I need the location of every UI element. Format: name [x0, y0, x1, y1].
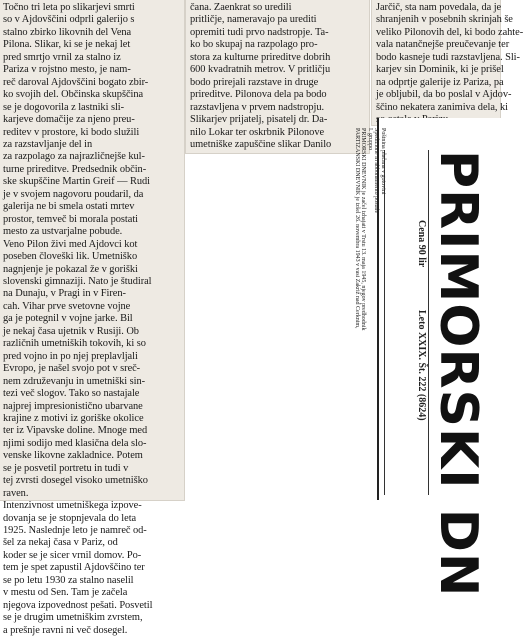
article-text-line: šel za nekaj časa v Pariz, od: [3, 537, 118, 549]
article-text-line: poseben človeški lik. Umetniško: [3, 251, 138, 263]
article-text-line: pred vojno in po njej preplavljali: [3, 350, 138, 362]
article-text-line: za razpolago za najrazličnejše kul-: [3, 151, 145, 163]
article-text-line: njimi sodijo med klasična dela slo-: [3, 437, 147, 449]
article-text-line: se po letu 1930 za stalno naselil: [3, 574, 134, 586]
article-text-line: reč daroval Ajdovščini bogato zbir-: [3, 76, 149, 88]
article-text-line: tezi več slogov. Tako so nastajale: [3, 388, 140, 400]
article-text-line: galerija ne bi smela ostati mrtev: [3, 201, 135, 213]
article-text-line: so v Ajdovščini odprli galerijo s: [3, 14, 135, 26]
article-text-line: koder se je sicer vrnil domov. Po-: [3, 549, 142, 561]
article-text-line: turne prireditve. Predsednik občin-: [3, 163, 147, 175]
masthead-small-print-line: PARTIZANSKI DNEVNIK je izšel 26. novembra 1943 v vasi Zakriž nad Cerknim,: [354, 128, 360, 329]
article-text-line: nagnjenje je pokazal že v goriški: [3, 263, 138, 275]
article-text-line: Veno Pilon živi med Ajdovci kot: [3, 238, 138, 250]
article-text-line: je nekaj časa ujetnik v Rusiji. Ob: [3, 325, 139, 337]
article-text-line: prostor, temveč bi morala postati: [3, 213, 138, 225]
article-text-line: slovenski gimnaziji. Nato je študiral: [3, 275, 152, 287]
article-text-line: razstavljena v prvem nadstropju.: [190, 101, 325, 113]
article-text-line: je v svojem nagovoru poudaril, da: [3, 188, 144, 200]
masthead-small-print-line: PRIMORSKI DNEVNIK je začel izhajati v Trstu 13. maja 1945, njegov predhodnik: [360, 128, 367, 331]
article-text-line: ko svojih del. Občinska skupščina: [3, 89, 144, 101]
article-text-line: v mestu od Sen. Tam je začela: [3, 587, 128, 599]
article-text-line: Intenzivnost umetniškega izpove-: [3, 500, 142, 512]
article-text-line: ske skupščine Martin Greif — Rudi: [3, 176, 150, 188]
masthead-small-print-line: Spedizione in abbonamento postale: [373, 128, 380, 214]
masthead-small-print-line: Poštnina plačana v gotovini: [380, 128, 386, 195]
article-text-line: dovanja se je stopnjevala do leta: [3, 512, 137, 524]
article-text-line: reditev v prostore, ki bodo služili: [3, 126, 140, 138]
newspaper-title: PRIMORSKI DN: [428, 150, 488, 598]
article-text-line: karjev sin Dominik, ki je prišel: [376, 64, 504, 76]
article-text-line: najprej impresionistično ubarvane: [3, 400, 143, 412]
article-text-line: Evropo, je našel svojo pot v sreč-: [3, 363, 141, 375]
article-text-line: njegova izpovednost pešati. Posvetil: [3, 599, 153, 611]
article-text-line: krajine z motivi iz goriške okolice: [3, 412, 144, 424]
masthead-small-print-line: I. gruppo: [367, 128, 373, 150]
article-text-line: raven.: [3, 487, 29, 499]
article-text-line: venske likovne zakladnice. Potem: [3, 450, 143, 462]
article-text-line: ko bo skupaj na razpolago pro-: [190, 39, 318, 51]
article-text-line: a prešnje ravni ni več dosegel.: [3, 624, 128, 636]
article-text-line: nem združevanju in umetniški sin-: [3, 375, 146, 387]
issue-price: Cena 90 lir: [416, 220, 427, 268]
article-text-line: je obljubil, da bo poslal v Ajdov-: [376, 89, 512, 101]
article-text-line: stalno zbirko likovnih del Vena: [3, 26, 132, 38]
article-column-2: [190, 2, 366, 151]
article-text-line: za razstavljanje del in: [3, 138, 93, 150]
article-text-line: opremiti tudi prvo nadstropje. Ta-: [190, 26, 329, 38]
article-text-line: shranjenih v posebnih skrinjah še: [376, 14, 513, 26]
article-text-line: ga je potegnil v vojne jarke. Bil: [3, 313, 133, 325]
article-text-line: različnih umetniških tokovih, ki so: [3, 338, 146, 350]
issue-number: Leto XXIX. Št. 222 (8624): [416, 310, 427, 421]
article-text-line: ščino nekatera zanimiva dela, ki: [376, 101, 508, 113]
article-text-line: mesto za ustvarjalne pobude.: [3, 226, 123, 238]
masthead-small-print: [354, 128, 387, 488]
article-text-line: Jarčič, sta nam povedala, da je: [376, 2, 502, 13]
article-text-line: 1925. Naslednje leto je namreč od-: [3, 525, 147, 537]
article-text-line: ter iz Vipavske doline. Mnoge med: [3, 425, 148, 437]
article-text-line: pritličje, nameravajo pa urediti: [190, 14, 317, 26]
article-text-line: na odprtje galerije iz Pariza, pa: [376, 76, 504, 88]
article-text-line: 600 kvadratnih metrov. V pritličju: [190, 64, 331, 76]
article-text-line: umetniške zapuščine slikar Danilo: [190, 138, 332, 150]
article-text-line: cah. Vihar prve svetovne vojne: [3, 300, 131, 312]
article-text-line: prireditve. Pilonova dela pa bodo: [190, 89, 327, 101]
article-text-line: se je dogovorila z lastniki sli-: [3, 101, 125, 113]
article-text-line: bodo kasneje tudi razstavljena. Sli-: [376, 51, 520, 63]
article-text-line: nilo Lokar ter oskrbnik Pilonove: [190, 126, 325, 138]
article-text-line: Pilona. Slikar, ki se je nekaj let: [3, 39, 131, 51]
article-text-line: tem je spet zapustil Ajdovščino ter: [3, 562, 145, 574]
article-text-line: na Dunaju, v Pragi in v Firen-: [3, 288, 126, 300]
article-text-line: Pariza v rojstno mesto, je nam-: [3, 64, 131, 76]
article-text-line: Točno tri leta po slikarjevi smrti: [3, 2, 135, 13]
article-text-line: vala natančnejše preučevanje ter: [376, 39, 510, 51]
article-text-line: stora za kulturne prireditve dobrih: [190, 51, 331, 63]
article-text-line: tej zvrsti dosegel visoko umetniško: [3, 475, 148, 487]
article-column-3: [376, 2, 523, 127]
article-text-line: karjeve domačije za njeno preu-: [3, 114, 135, 126]
article-text-line: se je posvetil portretu in tudi v: [3, 462, 129, 474]
article-text-line: čana. Zaenkrat so uredili: [190, 2, 292, 13]
article-text-line: veliko Pilonovih del, ki bodo zahte-: [376, 26, 523, 38]
article-text-line: bodo prirejali razstave in druge: [190, 76, 319, 88]
article-text-line: pred smrtjo vrnil za stalno iz: [3, 51, 121, 63]
article-column-1: [3, 2, 179, 637]
article-text-line: se je drugim umetniškim zvrstem,: [3, 612, 143, 624]
article-text-line: Slikarjev prijatelj, pisatelj dr. Da-: [190, 114, 328, 126]
